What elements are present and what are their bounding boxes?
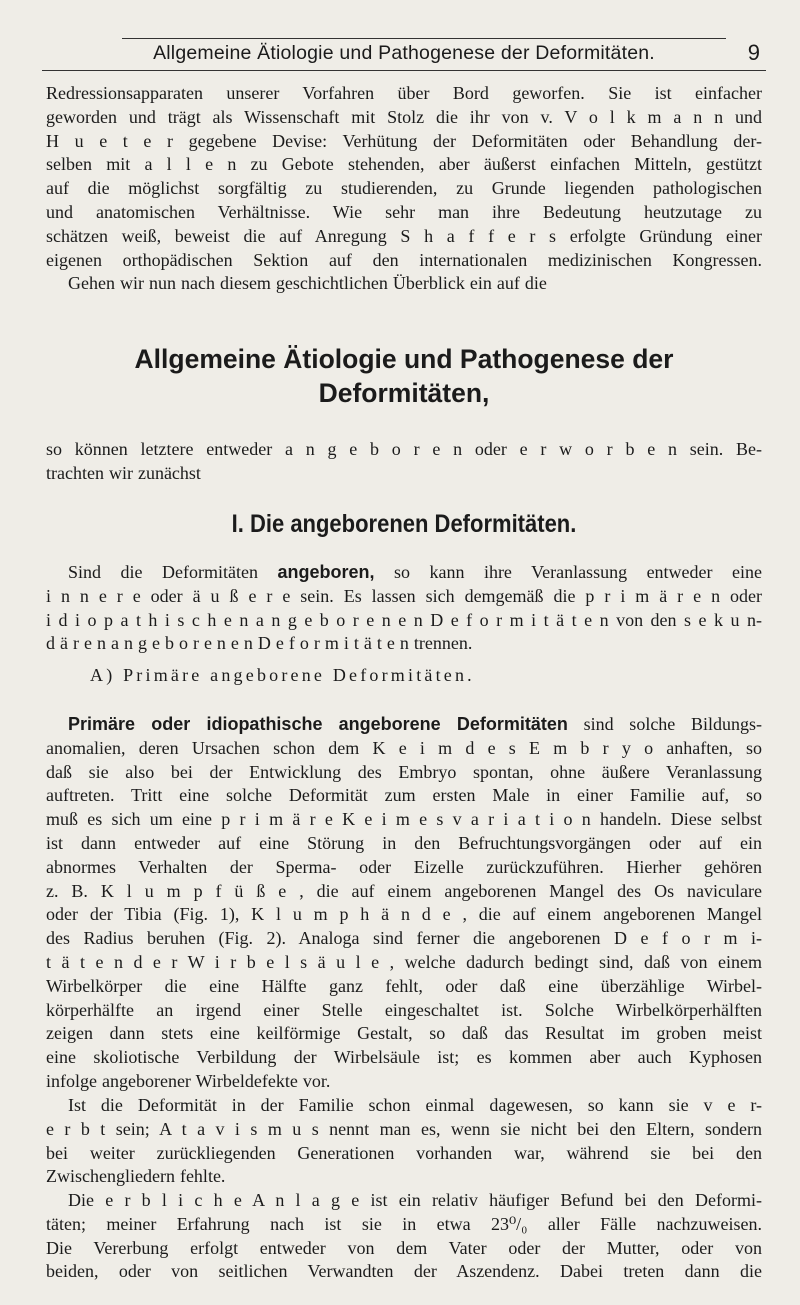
text-line: Die Vererbung erfolgt entweder von dem Vater oder der Mutter, oder von — [46, 1237, 762, 1258]
header-rule-top — [122, 38, 726, 39]
text-line: auf die möglichst sorgfältig zu studierenden, zu Grunde liegenden pathologischen — [46, 178, 762, 199]
text-line: Gehen wir nun nach diesem geschichtlichen Überblick ein auf die — [68, 273, 547, 294]
text-line: e r b t sein; A t a v i s m u s nennt man es, wenn sie nicht bei den Eltern, sondern — [46, 1118, 762, 1139]
text-line — [46, 713, 762, 737]
text-line: körperhälfte an irgend einer Stelle eingeschaltet ist. Solche Wirbelkörperhälften — [46, 999, 762, 1020]
text-line: geworden und trägt als Wissenschaft mit Stolz die ihr von v. V o l k m a n n und — [46, 106, 762, 127]
page-number: 9 — [747, 40, 760, 65]
text-line: eigenen orthopädischen Sektion auf den internationalen medizinischen Kongressen. — [46, 249, 762, 270]
text-line: beiden, oder von seitlichen Verwandten der Aszendenz. Dabei treten dann die — [46, 1261, 762, 1282]
text-line: anomalien, deren Ursachen schon dem K e i m d e s E m b r y o anhaften, so — [46, 737, 762, 758]
section-heading-line-1: Allgemeine Ätiologie und Pathogenese der — [134, 344, 674, 374]
text-line: muß es sich um eine p r i m ä r e K e i m e s v a r i a t i o n handeln. Diese selbst — [46, 809, 762, 830]
text-line: eine skoliotische Verbildung der Wirbelsäule ist; es kommen aber auch Kyphosen — [46, 1047, 762, 1068]
text-line: ist dann entweder auf eine Störung in den Befruchtungsvorgängen oder auf ein — [46, 832, 762, 853]
text-line: täten; meiner Erfahrung nach ist sie in etwa 23⁰/₀ aller Fälle nachzuweisen. — [46, 1213, 762, 1234]
text-line: selben mit a l l e n zu Gebote stehenden, aber äußerst einfachen Mitteln, gestützt — [46, 154, 762, 175]
text-line: t ä t e n d e r W i r b e l s ä u l e , welche dadurch bedingt sind, daß von einem — [46, 951, 762, 972]
text-line: z. B. K l u m p f ü ß e , die auf einem angeborenen Mangel des Os naviculare — [46, 880, 762, 901]
primary-lead-bold: Primäre oder idiopathische angeborene Deformitäten — [68, 714, 568, 734]
subsection-title: A) Primäre angeborene Deformitäten. — [90, 665, 475, 685]
text-line: i d i o p a t h i s c h e n a n g e b o r e n e n D e f o r m i t ä t e n von den s e k u n- — [46, 609, 762, 630]
text-line: schätzen weiß, beweist die auf Anregung S h a f f e r s erfolgte Gründung einer — [46, 225, 762, 246]
section-heading — [46, 342, 762, 410]
heredity-paragraph — [46, 1094, 762, 1189]
primary-paragraph — [46, 713, 762, 1094]
definition-pre: Sind die Deformitäten — [68, 562, 278, 582]
hereditary-disposition-paragraph — [46, 1189, 762, 1284]
text-line: Ist die Deformität in der Familie schon einmal dagewesen, so kann sie v e r- — [68, 1095, 762, 1115]
text-line: H u e t e r gegebene Devise: Verhütung der Deformitäten oder Behandlung der- — [46, 130, 762, 151]
running-title: Allgemeine Ätiologie und Pathogenese der Deformitäten. — [153, 42, 655, 64]
text-line: Die e r b l i c h e A n l a g e ist ein relativ häufiger Befund bei den Deformi- — [68, 1190, 762, 1210]
primary-lead-rest: sind solche Bildungs- — [567, 714, 762, 734]
text-line: Wirbelkörper die eine Hälfte ganz fehlt, oder daß eine überzählige Wirbel- — [46, 975, 762, 996]
text-line: auftreten. Tritt eine solche Deformität zum ersten Male in einer Familie auf, so — [46, 785, 762, 806]
sub-heading: I. Die angeborenen Deformitäten. — [231, 510, 577, 538]
text-line: Redressionsapparaten unserer Vorfahren über Bord geworfen. Sie ist einfacher — [46, 83, 762, 103]
text-line: Zwischengliedern fehlte. — [46, 1166, 226, 1187]
intro-paragraph — [46, 82, 762, 296]
text-line: des Radius beruhen (Fig. 2). Analoga sind ferner die angeborenen D e f o r m i- — [46, 928, 762, 949]
text-line: trachten wir zunächst — [46, 462, 201, 483]
definition-paragraph — [46, 561, 762, 656]
section-heading-line-2: Deformitäten, — [318, 378, 490, 408]
text-line: so können letztere entweder a n g e b o r e n oder e r w o r b e n sein. Be- — [46, 439, 762, 459]
text-line: zeigen dann stets eine keilförmige Gestalt, so daß das Resultat im groben meist — [46, 1023, 762, 1044]
text-line: daß sie also bei der Entwicklung des Embryo spontan, ohne äußere Veranlassung — [46, 761, 762, 782]
text-line: und anatomischen Verhältnisse. Wie sehr man ihre Bedeutung heutzutage zu — [46, 201, 762, 222]
text-line — [46, 561, 762, 585]
text-line: bei weiter zurückliegenden Generationen vorhanden war, während sie bei den — [46, 1142, 762, 1163]
text-line: infolge angeborener Wirbeldefekte vor. — [46, 1070, 331, 1091]
text-line: d ä r e n a n g e b o r e n e n D e f o r m i t ä t e n trennen. — [46, 633, 473, 654]
text-line: abnormes Verhalten der Sperma- oder Eizelle zurückzuführen. Hierher gehören — [46, 856, 762, 877]
definition-bold: angeboren, — [277, 562, 375, 582]
header-rule-bottom — [42, 70, 766, 71]
after-heading-paragraph — [46, 438, 762, 486]
text-line: i n n e r e oder ä u ß e r e sein. Es lassen sich demgemäß die p r i m ä r e n oder — [46, 585, 762, 606]
page-header — [42, 30, 766, 72]
text-line: oder der Tibia (Fig. 1), K l u m p h ä n d e , die auf einem angeborenen Mangel — [46, 904, 762, 925]
definition-post: so kann ihre Veranlassung entweder eine — [374, 562, 762, 582]
